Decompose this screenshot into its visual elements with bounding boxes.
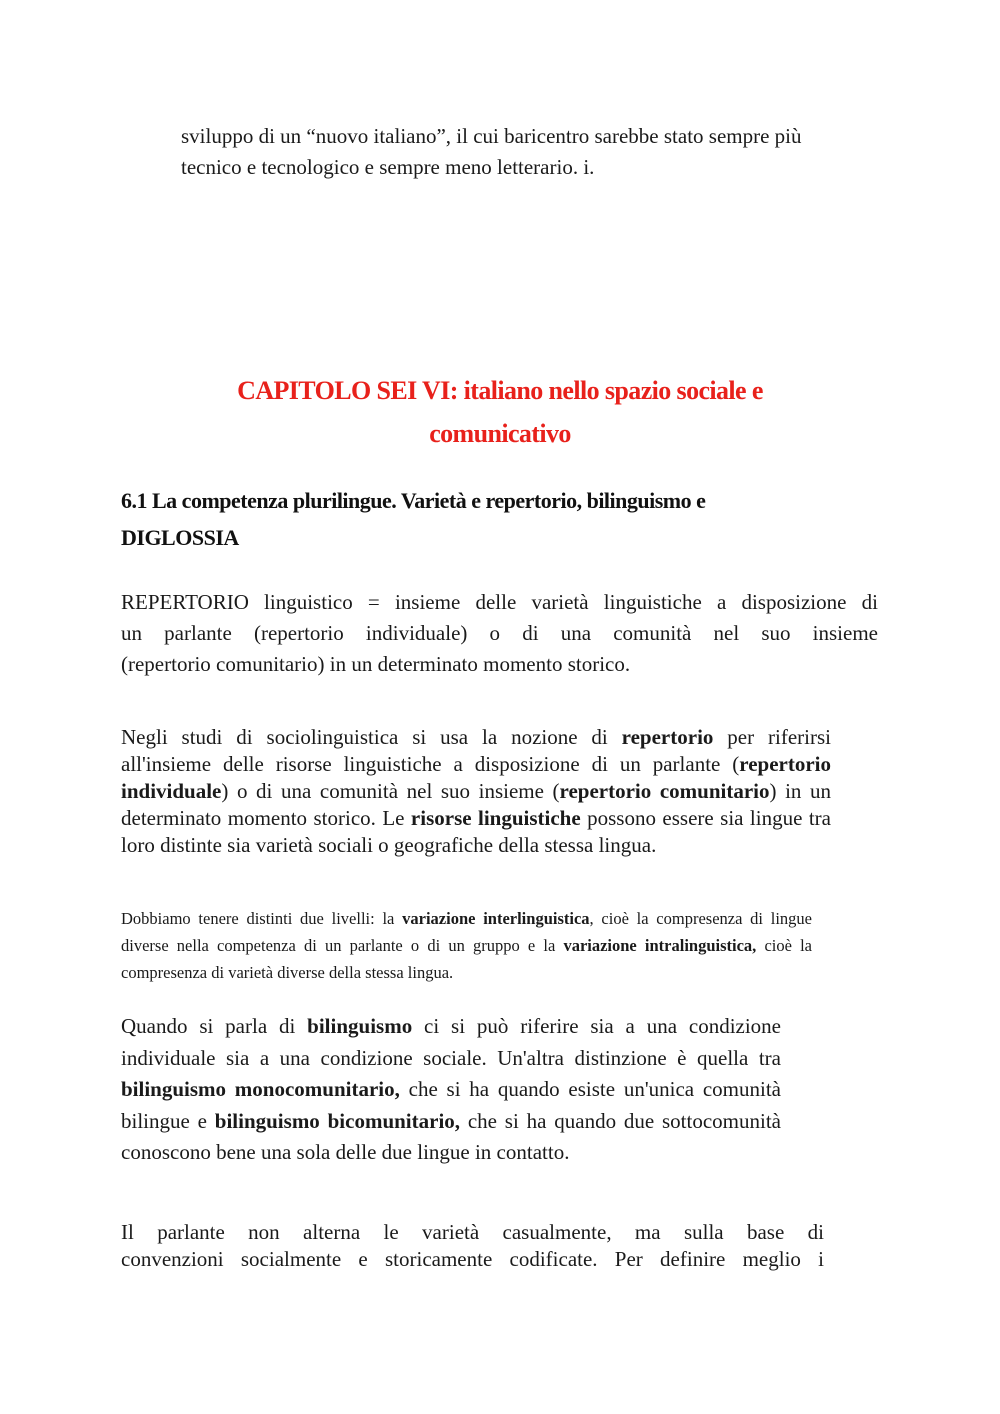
text-run: ) o di una comunità nel suo insieme ( [221,779,560,803]
bold-term: variazione interlinguistica [402,909,590,928]
text-run: per riferirsi all'insieme delle risorse linguistiche a disposizione di un parlante ( [121,725,831,776]
chapter-title-line: comunicativo [429,419,571,448]
bold-term: bilinguismo [307,1014,413,1038]
text-run: possono essere sia lingue tra loro distinte sia varietà sociali o geografiche della stessa lingua. [121,806,831,857]
bold-term: repertorio [621,725,714,749]
section-heading-line: DIGLOSSIA [121,525,239,550]
bilingualism-paragraph [121,1011,781,1169]
bold-term: variazione intralinguistica, [563,936,757,955]
text-run: che si ha quando esiste un'unica comunità bilingue e [121,1077,781,1133]
bold-term: repertorio comunitario [559,779,770,803]
intro-paragraph [181,121,878,183]
variation-levels-paragraph [121,905,812,986]
text-run: Negli studi di sociolinguistica si usa la nozione di [121,725,622,749]
text-line: REPERTORIO linguistico = insieme delle varietà linguistiche a disposizione di [121,590,878,614]
text-line: Il parlante non alterna le varietà casualmente, ma sulla base di [121,1220,824,1244]
text-run: ci si può riferire sia a una condizione individuale sia a una condizione sociale. Un'altra distinzione è quella tra [121,1014,782,1070]
text-run: , cioè la compresenza di lingue diverse nella competenza di un parlante o di un gruppo e la [121,909,812,955]
bold-term: repertorio individuale [121,752,831,803]
section-heading [121,482,881,556]
text-line: convenzioni socialmente e storicamente codificate. Per definire meglio i [121,1247,824,1271]
section-heading-line: 6.1 La competenza plurilingue. Varietà e repertorio, bilinguismo e [121,488,706,513]
text-run: ) in un determinato momento storico. Le [121,779,832,830]
text-line: sviluppo di un “nuovo italiano”, il cui baricentro sarebbe stato sempre più [181,124,802,148]
text-line: tecnico e tecnologico e sempre meno letterario. i. [181,155,595,179]
text-run: Quando si parla di [121,1014,308,1038]
text-run: cioè la compresenza di varietà diverse della stessa lingua. [121,936,813,982]
speaker-paragraph [121,1219,824,1273]
sociolinguistics-paragraph [121,724,831,859]
bold-term: risorse linguistiche [410,806,581,830]
chapter-title-line: CAPITOLO SEI VI: italiano nello spazio sociale e [237,376,763,405]
bold-term: bilinguismo monocomunitario, [121,1077,400,1101]
repertorio-definition [121,587,878,680]
text-run: che si ha quando due sottocomunità conoscono bene una sola delle due lingue in contatto. [121,1108,781,1164]
text-line: (repertorio comunitario) in un determinato momento storico. [121,652,631,676]
chapter-title [120,369,880,455]
text-line: un parlante (repertorio individuale) o di una comunità nel suo insieme [121,621,878,645]
text-run: Dobbiamo tenere distinti due livelli: la [121,909,403,928]
bold-term: bilinguismo bicomunitario, [214,1108,461,1133]
